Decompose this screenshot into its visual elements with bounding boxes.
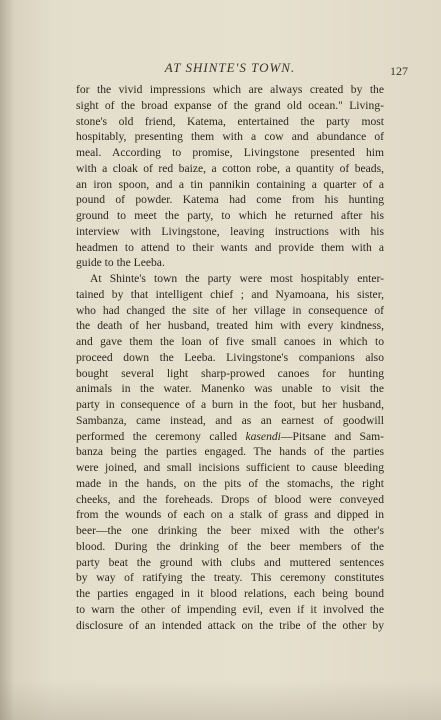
text-line: banza being the parties engaged. The hands of the parties xyxy=(76,445,384,459)
text-line: hospitably, presenting them with a cow and abundance of xyxy=(76,130,384,144)
text-segment: —Pitsane and Sam- xyxy=(280,429,384,443)
text-line: pound of powder. Katema had come from his hunting xyxy=(76,193,384,207)
text-line: bought several light sharp-prowed canoes for hunting xyxy=(76,366,384,380)
text-line: disclosure of an intended attack on the tribe of the other by xyxy=(76,618,384,632)
text-line: cheeks, and the foreheads. Drops of blood were conveyed xyxy=(76,492,384,506)
text-line: animals in the water. Manenko was unable to visit the xyxy=(76,382,384,396)
text-line: proceed down the Leeba. Livingstone's companions also xyxy=(76,350,384,364)
text-line: from the wounds of each on a stalk of grass and dipped in xyxy=(76,508,384,522)
text-line: interview with Livingstone, leaving instructions with his xyxy=(76,224,384,238)
page-header xyxy=(80,60,408,80)
text-line: sight of the broad expanse of the grand old ocean." Living- xyxy=(76,98,384,112)
page-number: 127 xyxy=(390,64,408,78)
text-line: headmen to attend to their wants and provide them with a xyxy=(76,240,384,254)
text-line: made in the hands, on the pits of the stomachs, the right xyxy=(76,476,384,490)
text-line: who had changed the site of her village in consequence of xyxy=(76,303,384,317)
text-line: an iron spoon, and a tin pannikin containing a quarter of a xyxy=(76,177,384,191)
text-line: stone's old friend, Katema, entertained the party most xyxy=(76,114,384,128)
italic-word: kasendi xyxy=(245,429,281,443)
paragraph-1 xyxy=(76,82,384,271)
text-line: meal. According to promise, Livingstone presented him xyxy=(76,146,384,159)
text-line: guide to the Leeba. xyxy=(76,256,165,270)
text-line: blood. During the drinking of the beer members of the xyxy=(76,539,384,553)
paragraph-2 xyxy=(76,271,384,633)
text-line: with a cloak of red baize, a cotton robe, a quantity of beads, xyxy=(76,161,384,175)
text-line: At Shinte's town the party were most hospitably enter- xyxy=(90,272,384,285)
text-line: tained by that intelligent chief ; and Nyamoana, his sister, xyxy=(76,287,384,301)
text-line: for the vivid impressions which are always created by the xyxy=(76,83,384,96)
text-line-kasendi xyxy=(76,429,384,445)
body-text xyxy=(76,82,384,633)
text-line: and gave them the loan of five small canoes in which to xyxy=(76,335,384,348)
text-line: the death of her husband, treated him with every kindness, xyxy=(76,319,384,333)
text-line: ground to meet the party, to which he returned after his xyxy=(76,209,384,222)
running-head: AT SHINTE'S TOWN. xyxy=(164,60,296,75)
text-segment: performed the ceremony called xyxy=(76,429,238,443)
text-line: by way of ratifying the treaty. This ceremony constitutes xyxy=(76,571,384,585)
text-line: party beat the ground with clubs and muttered sentences xyxy=(76,555,384,569)
bottom-shadow xyxy=(0,680,441,720)
text-line: beer—the one drinking the beer mixed with the other's xyxy=(76,524,384,537)
text-line: were joined, and small incisions sufficient to cause bleeding xyxy=(76,461,384,474)
text-line: the parties engaged in it blood relations, each being bound xyxy=(76,587,384,600)
text-line: to warn the other of impending evil, even if it involved the xyxy=(76,602,384,616)
text-line: party in consequence of a burn in the foot, but her husband, xyxy=(76,398,384,411)
text-line: Sambanza, came instead, and as an earnest of goodwill xyxy=(76,413,384,427)
gutter-shadow xyxy=(0,0,14,720)
